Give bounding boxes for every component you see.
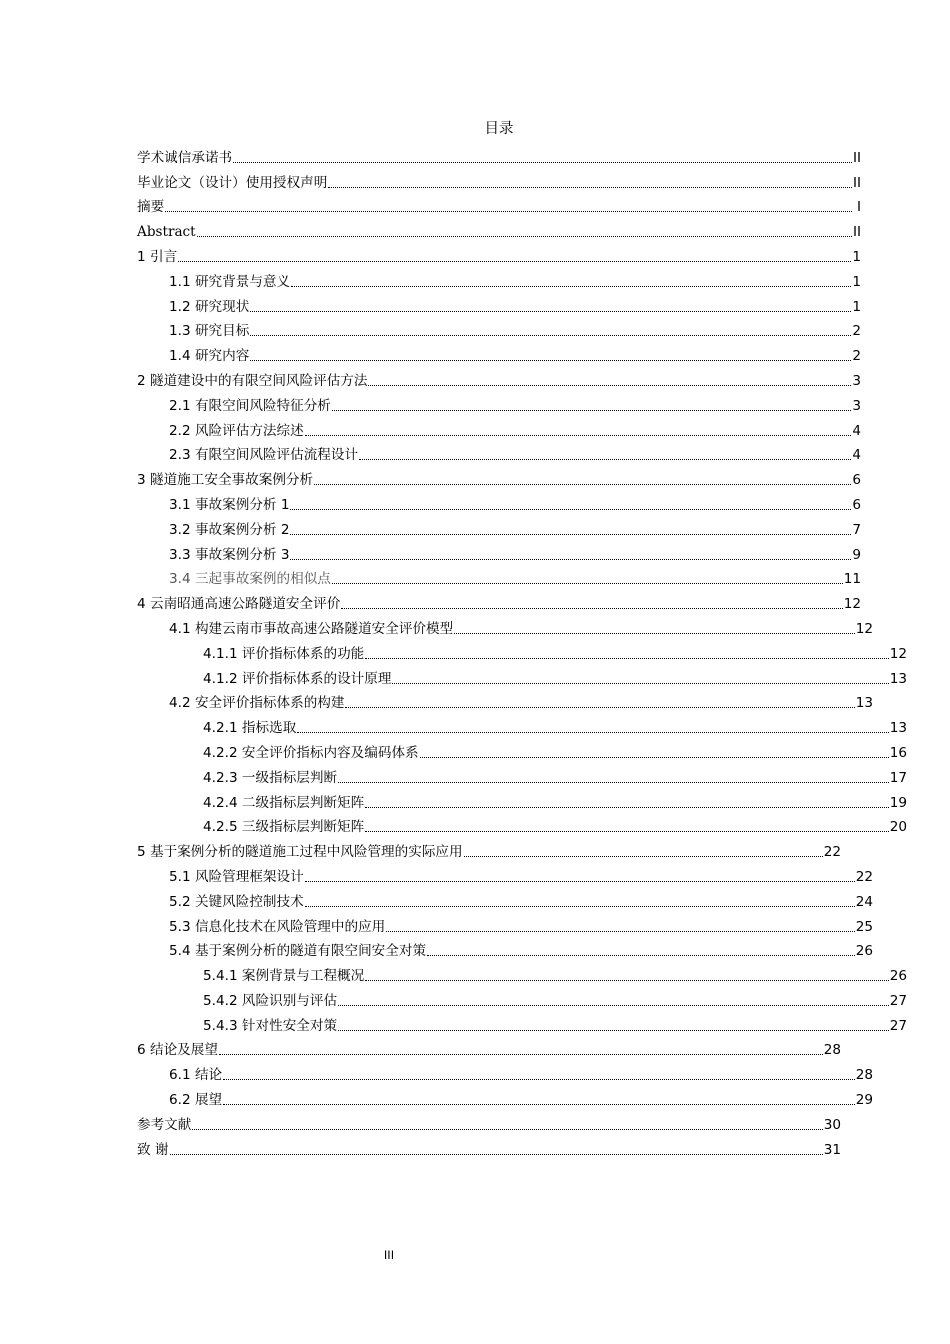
toc-entry[interactable] bbox=[137, 937, 873, 962]
toc-entry-label: 1.2 研究现状 bbox=[169, 298, 250, 315]
toc-entry[interactable] bbox=[137, 986, 907, 1011]
toc-entry-page: 6 bbox=[852, 472, 861, 489]
toc-entry-label: 4.2.5 三级指标层判断矩阵 bbox=[203, 819, 365, 836]
toc-entry-label: 1.4 研究内容 bbox=[169, 348, 250, 365]
toc-entry[interactable] bbox=[137, 1060, 873, 1085]
toc-entry-label: 3.4 三起事故案例的相似点 bbox=[169, 571, 331, 588]
toc-entry[interactable] bbox=[137, 391, 861, 416]
dot-leader bbox=[291, 284, 851, 287]
toc-entry-label: 3.2 事故案例分析 2 bbox=[169, 521, 290, 538]
toc-entry[interactable] bbox=[137, 515, 861, 540]
toc-entry[interactable] bbox=[137, 639, 907, 664]
toc-entry-page: 1 bbox=[852, 248, 861, 265]
toc-entry[interactable] bbox=[137, 763, 907, 788]
toc-entry-label: 6.1 结论 bbox=[169, 1067, 223, 1084]
toc-entry-label: 4.1.1 评价指标体系的功能 bbox=[203, 645, 365, 662]
toc-entry-page: 13 bbox=[889, 720, 907, 737]
toc-entry[interactable] bbox=[137, 565, 861, 590]
toc-entry-page: II bbox=[852, 174, 861, 191]
dot-leader bbox=[338, 780, 889, 783]
toc-entry[interactable] bbox=[137, 366, 861, 391]
toc-entry-page: 29 bbox=[855, 1092, 873, 1109]
toc-entry-page: 22 bbox=[823, 844, 841, 861]
toc-entry-page: 1 bbox=[852, 298, 861, 315]
toc-title: 目录 bbox=[484, 121, 514, 137]
toc-entry-page: 12 bbox=[889, 645, 907, 662]
toc-entry-label: 3.3 事故案例分析 3 bbox=[169, 546, 290, 563]
toc-entry-page: 9 bbox=[852, 546, 861, 563]
toc-entry-label: 4.2.2 安全评价指标内容及编码体系 bbox=[203, 744, 419, 761]
toc-entry-label: 4.1 构建云南市事故高速公路隧道安全评价模型 bbox=[169, 620, 454, 637]
dot-leader bbox=[368, 383, 851, 386]
toc-entry[interactable] bbox=[137, 143, 861, 168]
dot-leader bbox=[178, 259, 851, 262]
toc-entry-page: 19 bbox=[889, 794, 907, 811]
dot-leader bbox=[290, 557, 851, 560]
dot-leader bbox=[341, 606, 842, 609]
toc-entry-page: 26 bbox=[889, 968, 907, 985]
toc-entry-page: II bbox=[852, 149, 861, 166]
toc-entry-page: 22 bbox=[855, 868, 873, 885]
dot-leader bbox=[386, 929, 854, 932]
page-number: III bbox=[383, 1248, 395, 1262]
dot-leader bbox=[250, 309, 851, 312]
dot-leader bbox=[338, 1003, 889, 1006]
toc-entry[interactable] bbox=[137, 441, 861, 466]
toc-entry-page: 26 bbox=[855, 943, 873, 960]
toc-entry-label: 2 隧道建设中的有限空间风险评估方法 bbox=[137, 372, 368, 389]
dot-leader bbox=[427, 953, 855, 956]
toc-entry[interactable] bbox=[137, 862, 873, 887]
toc-entry-page: 2 bbox=[852, 348, 861, 365]
toc-entry[interactable] bbox=[137, 614, 873, 639]
toc-entry-page: 12 bbox=[843, 596, 861, 613]
toc-entry-label: 毕业论文（设计）使用授权声明 bbox=[137, 174, 328, 191]
toc-entry-label: 1 引言 bbox=[137, 248, 178, 265]
toc-entry-label: 1.1 研究背景与意义 bbox=[169, 273, 291, 290]
dot-leader bbox=[420, 755, 889, 758]
toc-entry-label: 2.3 有限空间风险评估流程设计 bbox=[169, 447, 359, 464]
toc-entry[interactable] bbox=[137, 912, 873, 937]
toc-entry[interactable] bbox=[137, 416, 861, 441]
toc-entry[interactable] bbox=[137, 664, 907, 689]
dot-leader bbox=[297, 730, 888, 733]
dot-leader bbox=[332, 408, 851, 411]
dot-leader bbox=[365, 978, 888, 981]
toc-entry-page: II bbox=[852, 224, 861, 241]
dot-leader bbox=[290, 532, 851, 535]
toc-entry[interactable] bbox=[137, 341, 861, 366]
toc-entry-page: 3 bbox=[852, 397, 861, 414]
dot-leader bbox=[314, 482, 851, 485]
toc-entry[interactable] bbox=[137, 961, 907, 986]
toc-entry-page: 25 bbox=[855, 918, 873, 935]
toc-entry-label: 6.2 展望 bbox=[169, 1092, 223, 1109]
toc-entry-label: 3 隧道施工安全事故案例分析 bbox=[137, 472, 314, 489]
dot-leader bbox=[328, 185, 852, 188]
toc-entry[interactable] bbox=[137, 1036, 841, 1061]
dot-leader bbox=[223, 1077, 855, 1080]
toc-entry[interactable] bbox=[137, 217, 861, 242]
toc-entry-page: 13 bbox=[889, 670, 907, 687]
toc-entry-page: 17 bbox=[889, 769, 907, 786]
toc-entry-page: 27 bbox=[889, 992, 907, 1009]
toc-entry-page: 30 bbox=[823, 1116, 841, 1133]
toc-entry[interactable] bbox=[137, 292, 861, 317]
dot-leader bbox=[233, 160, 852, 163]
dot-leader bbox=[305, 433, 852, 436]
dot-leader bbox=[290, 507, 851, 510]
toc-entry-page: 13 bbox=[855, 695, 873, 712]
toc-entry-label: 4.2.4 二级指标层判断矩阵 bbox=[203, 794, 365, 811]
toc-entry[interactable] bbox=[137, 317, 861, 342]
toc-entry-label: 5.4 基于案例分析的隧道有限空间安全对策 bbox=[169, 943, 427, 960]
toc-entry-page: 4 bbox=[852, 422, 861, 439]
toc-entry[interactable] bbox=[137, 813, 907, 838]
dot-leader bbox=[305, 879, 855, 882]
dot-leader bbox=[365, 829, 888, 832]
toc-entry-page: 7 bbox=[852, 521, 861, 538]
toc-entry[interactable] bbox=[137, 1085, 873, 1110]
toc-entry[interactable] bbox=[137, 788, 907, 813]
toc-entry[interactable] bbox=[137, 1011, 907, 1036]
toc-entry-label: 3.1 事故案例分析 1 bbox=[169, 496, 290, 513]
dot-leader bbox=[250, 358, 851, 361]
dot-leader bbox=[365, 805, 888, 808]
toc-entry-page: 28 bbox=[855, 1067, 873, 1084]
toc-entry-label: 2.1 有限空间风险特征分析 bbox=[169, 397, 331, 414]
toc-entry[interactable] bbox=[137, 465, 861, 490]
toc-entry-label: 5.4.1 案例背景与工程概况 bbox=[203, 968, 365, 985]
toc-entry-label: 4 云南昭通高速公路隧道安全评价 bbox=[137, 596, 341, 613]
toc-entry-label: 1.3 研究目标 bbox=[169, 323, 250, 340]
toc-entry-label: 5 基于案例分析的隧道施工过程中风险管理的实际应用 bbox=[137, 844, 463, 861]
toc-entry-label: 参考文献 bbox=[137, 1116, 192, 1133]
toc-entry[interactable] bbox=[137, 1135, 841, 1160]
dot-leader bbox=[464, 854, 823, 857]
toc-entry-page: I bbox=[856, 199, 861, 216]
dot-leader bbox=[250, 333, 851, 336]
dot-leader bbox=[359, 457, 851, 460]
toc-entry-page: 31 bbox=[823, 1141, 841, 1158]
toc-entry-page: 11 bbox=[843, 571, 861, 588]
toc-entry-label: 4.2.1 指标选取 bbox=[203, 720, 297, 737]
toc-entry-page: 12 bbox=[855, 620, 873, 637]
toc-entry-page: 27 bbox=[889, 1017, 907, 1034]
toc-entry[interactable] bbox=[137, 193, 861, 218]
dot-leader bbox=[305, 904, 855, 907]
toc-entry-page: 16 bbox=[889, 744, 907, 761]
dot-leader bbox=[332, 581, 843, 584]
toc-entry-label: 5.4.2 风险识别与评估 bbox=[203, 992, 338, 1009]
toc-list bbox=[137, 143, 907, 1160]
toc-entry-label: 5.3 信息化技术在风险管理中的应用 bbox=[169, 918, 386, 935]
toc-entry-label: 学术诚信承诺书 bbox=[137, 149, 233, 166]
toc-entry[interactable] bbox=[137, 887, 873, 912]
dot-leader bbox=[197, 234, 852, 237]
toc-entry-page: 24 bbox=[855, 893, 873, 910]
toc-entry-label: 4.2.3 一级指标层判断 bbox=[203, 769, 338, 786]
toc-entry-label: 6 结论及展望 bbox=[137, 1042, 218, 1059]
toc-entry[interactable] bbox=[137, 738, 907, 763]
dot-leader bbox=[165, 209, 852, 212]
toc-entry-label: 致 谢 bbox=[137, 1141, 169, 1158]
toc-entry[interactable] bbox=[137, 490, 861, 515]
toc-entry-label: 摘要 bbox=[137, 199, 165, 216]
toc-entry[interactable] bbox=[137, 242, 861, 267]
toc-entry-label: 4.2 安全评价指标体系的构建 bbox=[169, 695, 345, 712]
toc-entry-page: 4 bbox=[852, 447, 861, 464]
toc-entry[interactable] bbox=[137, 267, 861, 292]
toc-entry[interactable] bbox=[137, 540, 861, 565]
toc-entry-label: 5.1 风险管理框架设计 bbox=[169, 868, 304, 885]
dot-leader bbox=[338, 1028, 889, 1031]
toc-entry-page: 2 bbox=[852, 323, 861, 340]
dot-leader bbox=[345, 705, 854, 708]
dot-leader bbox=[170, 1152, 823, 1155]
dot-leader bbox=[219, 1052, 823, 1055]
toc-entry[interactable] bbox=[137, 1110, 841, 1135]
toc-entry-label: 5.2 关键风险控制技术 bbox=[169, 893, 304, 910]
dot-leader bbox=[392, 681, 888, 684]
toc-entry[interactable] bbox=[137, 589, 861, 614]
toc-entry[interactable] bbox=[137, 837, 841, 862]
toc-entry-page: 1 bbox=[852, 273, 861, 290]
toc-entry-page: 20 bbox=[889, 819, 907, 836]
dot-leader bbox=[192, 1127, 822, 1130]
dot-leader bbox=[365, 656, 888, 659]
dot-leader bbox=[223, 1102, 855, 1105]
toc-entry[interactable] bbox=[137, 689, 873, 714]
toc-entry-label: 5.4.3 针对性安全对策 bbox=[203, 1017, 338, 1034]
toc-entry-page: 3 bbox=[852, 372, 861, 389]
toc-entry-label: 4.1.2 评价指标体系的设计原理 bbox=[203, 670, 392, 687]
toc-entry-label: 2.2 风险评估方法综述 bbox=[169, 422, 304, 439]
dot-leader bbox=[454, 631, 854, 634]
toc-entry-page: 28 bbox=[823, 1042, 841, 1059]
toc-entry-page: 6 bbox=[852, 496, 861, 513]
toc-entry[interactable] bbox=[137, 168, 861, 193]
toc-entry-label: Abstract bbox=[137, 224, 196, 241]
toc-entry[interactable] bbox=[137, 713, 907, 738]
